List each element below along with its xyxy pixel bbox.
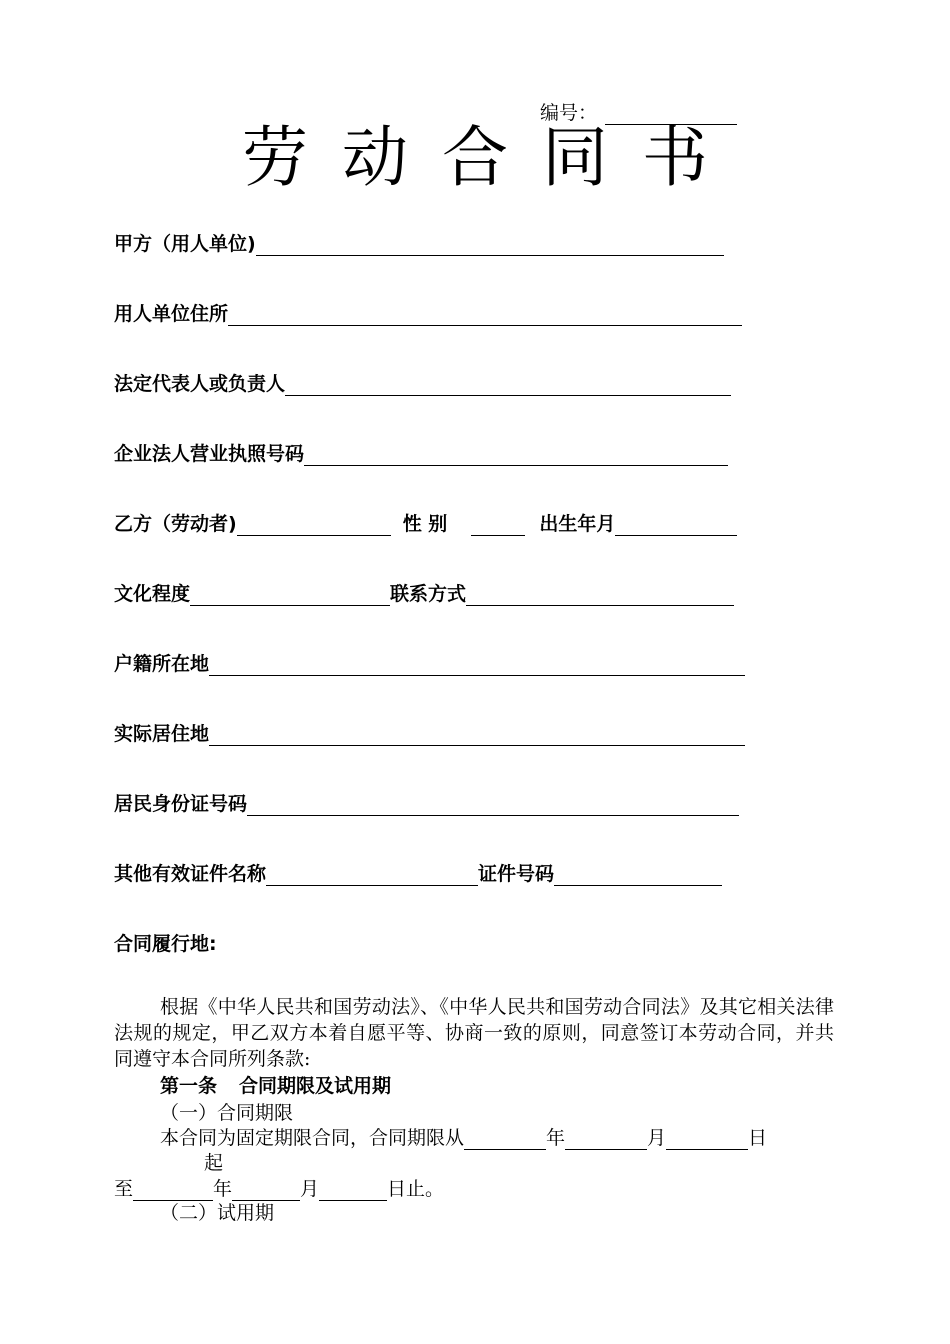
start-month-blank[interactable]: [565, 1129, 647, 1150]
end-date-line: [114, 1174, 444, 1201]
cert-number-label: 证件号码: [478, 863, 555, 885]
start-year-blank[interactable]: [464, 1129, 546, 1150]
from-label: 起: [204, 1152, 224, 1174]
start-month-label: 月: [647, 1127, 667, 1149]
education-label: 文化程度: [114, 583, 191, 605]
to-label: 至: [114, 1178, 134, 1200]
legal-rep-blank[interactable]: [285, 373, 731, 396]
term-text: 本合同为固定期限合同，合同期限从: [160, 1127, 465, 1149]
id-card-label: 居民身份证号码: [114, 793, 248, 815]
employer-blank[interactable]: [256, 233, 724, 256]
article-1-title: 合同期限及试用期: [239, 1075, 392, 1097]
employer-address-blank[interactable]: [228, 303, 742, 326]
end-day-label: 日止。: [387, 1178, 445, 1200]
article-1-heading: [160, 1071, 391, 1098]
business-license-row: [114, 438, 728, 466]
business-license-label: 企业法人营业执照号码: [114, 443, 305, 465]
household-blank[interactable]: [209, 653, 745, 676]
serial-label: 编号：: [540, 102, 598, 124]
subsection-1: （一）合同期限: [160, 1102, 294, 1124]
employee-label: 乙方（劳动者): [114, 513, 237, 535]
legal-rep-row: [114, 368, 731, 396]
other-cert-label: 其他有效证件名称: [114, 863, 267, 885]
education-row: [114, 578, 734, 606]
end-month-label: 月: [300, 1178, 320, 1200]
household-label: 户籍所在地: [114, 653, 210, 675]
contact-blank[interactable]: [466, 583, 734, 606]
contact-label: 联系方式: [390, 583, 467, 605]
start-day-label: 日: [748, 1127, 768, 1149]
subsection-2: （二）试用期: [160, 1202, 275, 1224]
intro-paragraph: 根据《中华人民共和国劳动法》、《中华人民共和国劳动合同法》及其它相关法律法规的规定，甲乙双方本着自愿平等、协商一致的原则，同意签订本劳动合同，并共同遵守本合同所列条款:: [114, 996, 834, 1070]
term-line: [160, 1123, 767, 1150]
birth-blank[interactable]: [615, 513, 737, 536]
residence-label: 实际居住地: [114, 723, 210, 745]
article-1-number: 第一条: [160, 1075, 218, 1097]
employer-row: [114, 228, 724, 256]
employer-address-row: [114, 298, 742, 326]
business-license-blank[interactable]: [304, 443, 728, 466]
gender-label: 性 别: [402, 513, 448, 535]
gender-blank[interactable]: [471, 513, 525, 536]
employer-address-label: 用人单位住所: [114, 303, 229, 325]
birth-label: 出生年月: [539, 513, 616, 535]
page-title: 劳动合同书: [242, 119, 742, 196]
residence-row: [114, 718, 745, 746]
household-row: [114, 648, 745, 676]
id-card-row: [114, 788, 739, 816]
education-blank[interactable]: [190, 583, 390, 606]
end-year-label: 年: [213, 1178, 233, 1200]
legal-rep-label: 法定代表人或负责人: [114, 373, 286, 395]
employee-blank[interactable]: [237, 513, 391, 536]
residence-blank[interactable]: [209, 723, 745, 746]
place-of-performance-label: 合同履行地:: [114, 933, 217, 955]
place-of-performance-row: [114, 928, 217, 956]
employee-row: [114, 508, 737, 536]
start-day-blank[interactable]: [666, 1129, 748, 1150]
end-day-blank[interactable]: [319, 1180, 387, 1201]
start-year-label: 年: [546, 1127, 566, 1149]
other-cert-row: [114, 858, 722, 886]
employer-label: 甲方（用人单位): [114, 233, 256, 255]
other-cert-blank[interactable]: [266, 863, 478, 886]
id-card-blank[interactable]: [247, 793, 739, 816]
cert-number-blank[interactable]: [554, 863, 722, 886]
